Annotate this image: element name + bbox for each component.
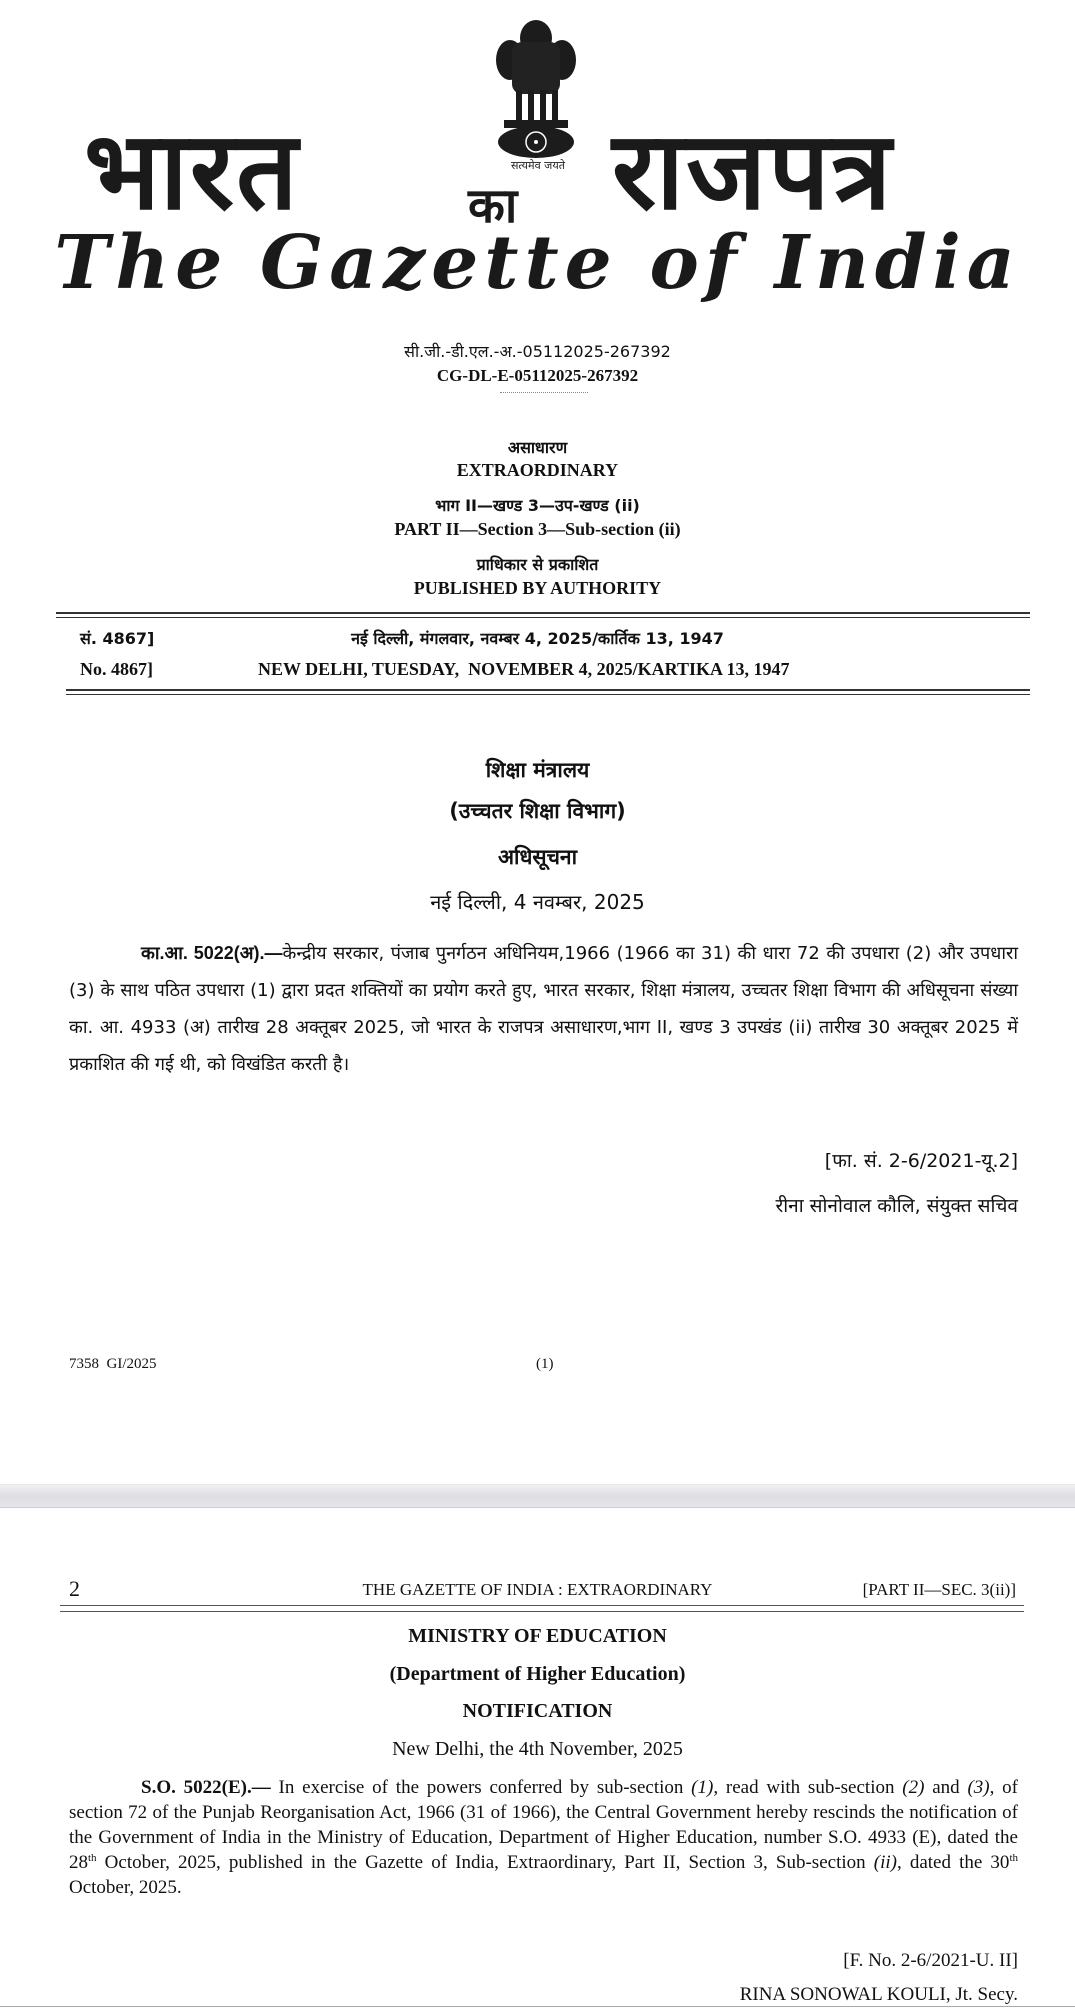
body-text: In exercise of the powers conferred by sub-section [270,1777,692,1798]
dateline-rule-top-2 [56,617,1030,618]
extraordinary-english: EXTRAORDINARY [456,460,619,480]
page-number-1: (1) [536,1356,554,1372]
page-separator [0,1484,1075,1508]
gazette-code-hindi: सी.जी.-डी.एल.-अ.-05112025-267392 [404,342,671,361]
code-underline [500,392,588,393]
notification-body-english [69,1775,1018,1900]
body-text: October, 2025, published in the Gazette of India, Extraordinary, Part II, Section 3, Sub-section [96,1852,874,1873]
order-number-hindi: का.आ. 5022(अ).— [141,943,283,963]
notification-hindi: अधिसूचना [497,845,578,869]
running-part-text: [PART II—SEC. 3(ii)] [862,1580,1016,1599]
footer-print-code: 7358 GI/2025 [69,1356,157,1372]
signatory-english: RINA SONOWAL KOULI, Jt. Secy. [739,1984,1018,2005]
issue-number-english: No. 4867] [80,659,153,679]
ministry-hindi: शिक्षा मंत्रालय [485,758,590,782]
masthead-hindi-ka: का [468,178,518,234]
issue-date-hindi: नई दिल्ली, मंगलवार, नवम्बर 4, 2025/कार्तिक 13, 1947 [351,629,724,648]
file-number-english: [F. No. 2-6/2021-U. II] [843,1950,1018,1971]
place-date-hindi: नई दिल्ली, 4 नवम्बर, 2025 [430,890,645,914]
department-english: (Department of Higher Education) [389,1663,686,1685]
extraordinary-hindi: असाधारण [507,438,568,457]
masthead-hindi-bharat: भारत [84,109,300,234]
authority-hindi: प्राधिकार से प्रकाशित [476,555,599,574]
part-english: PART II—Section 3—Sub-section (ii) [394,519,681,539]
body-italic: (3) [967,1777,990,1798]
signatory-hindi: रीना सोनोवाल कौलि, संयुक्त सचिव [775,1195,1018,1217]
body-italic: (2) [902,1777,925,1798]
notification-english: NOTIFICATION [462,1700,613,1722]
ministry-english: MINISTRY OF EDUCATION [408,1625,667,1647]
body-italic: (1), [691,1777,719,1798]
body-text: October, 2025. [69,1877,182,1898]
running-part [863,1580,1016,1600]
part-hindi: भाग II—खण्ड 3—उप-खण्ड (ii) [435,496,640,515]
dateline-rule-bottom-1 [66,689,1030,691]
page2-rule-1 [60,1605,1024,1606]
issue-date-english: NEW DELHI, TUESDAY, NOVEMBER 4, 2025/KARTIKA 13, 1947 [258,659,790,679]
body-text: , of section 72 of the Punjab Reorganisation Act, 1966 (31 of 1966), the Central Government hereby rescinds the notification of the Government of India in the Ministry of Education, Department of Higher Education, number S.O. 4933 (E), dated the 28 [69,1777,1018,1873]
viewport-bottom-edge [0,2006,1075,2007]
running-title: THE GAZETTE OF INDIA : EXTRAORDINARY [362,1580,713,1599]
gazette-code-english: CG-DL-E-05112025-267392 [436,366,639,385]
body-text: and [924,1777,968,1798]
page2-rule-2 [60,1611,1024,1612]
order-number-english: S.O. 5022(E).— [141,1777,271,1798]
notification-body-hindi [69,935,1018,1083]
body-italic: (ii) [873,1852,897,1873]
authority-english: PUBLISHED BY AUTHORITY [413,578,662,598]
emblem-motto: सत्यमेव जयते [510,159,565,172]
national-emblem-icon [482,12,590,162]
body-text: , dated the 30 [896,1852,1010,1873]
page-number-2: 2 [69,1576,80,1601]
dateline-rule-bottom-2 [66,694,1030,695]
issue-number-hindi: सं. 4867] [80,629,155,648]
dateline-rule-top-1 [56,612,1030,614]
masthead-english-title: The Gazette of India [54,220,1021,306]
body-text: read with sub-section [718,1777,903,1798]
masthead-hindi-rajpatra: राजपत्र [612,109,894,234]
ordinal-suffix: th [1009,1852,1018,1864]
body-text-hindi: केन्द्रीय सरकार, पंजाब पुनर्गठन अधिनियम,1966 (1966 का 31) की धारा 72 की उपधारा (2) और उपधारा (3) के साथ पठित उपधारा (1) द्वारा प्रदत शक्तियों का प्रयोग करते हुए, भारत सरकार, शिक्षा मंत्रालय, उच्चतर शिक्षा विभाग की अधिसूचना संख्या का. आ. 4933 (अ) तारीख 28 अक्तूबर 2025, जो भारत के राजपत्र असाधारण,भाग II, खण्ड 3 उपखंड (ii) तारीख 30 अक्तूबर 2025 में प्रकाशित की गई थी, को विखंडित करती है। [69,943,1019,1075]
place-date-english: New Delhi, the 4th November, 2025 [392,1738,683,1760]
ordinal-suffix: th [88,1852,97,1864]
department-hindi: (उच्चतर शिक्षा विभाग) [449,799,626,823]
file-number-hindi: [फा. सं. 2-6/2021-यू.2] [824,1150,1018,1172]
